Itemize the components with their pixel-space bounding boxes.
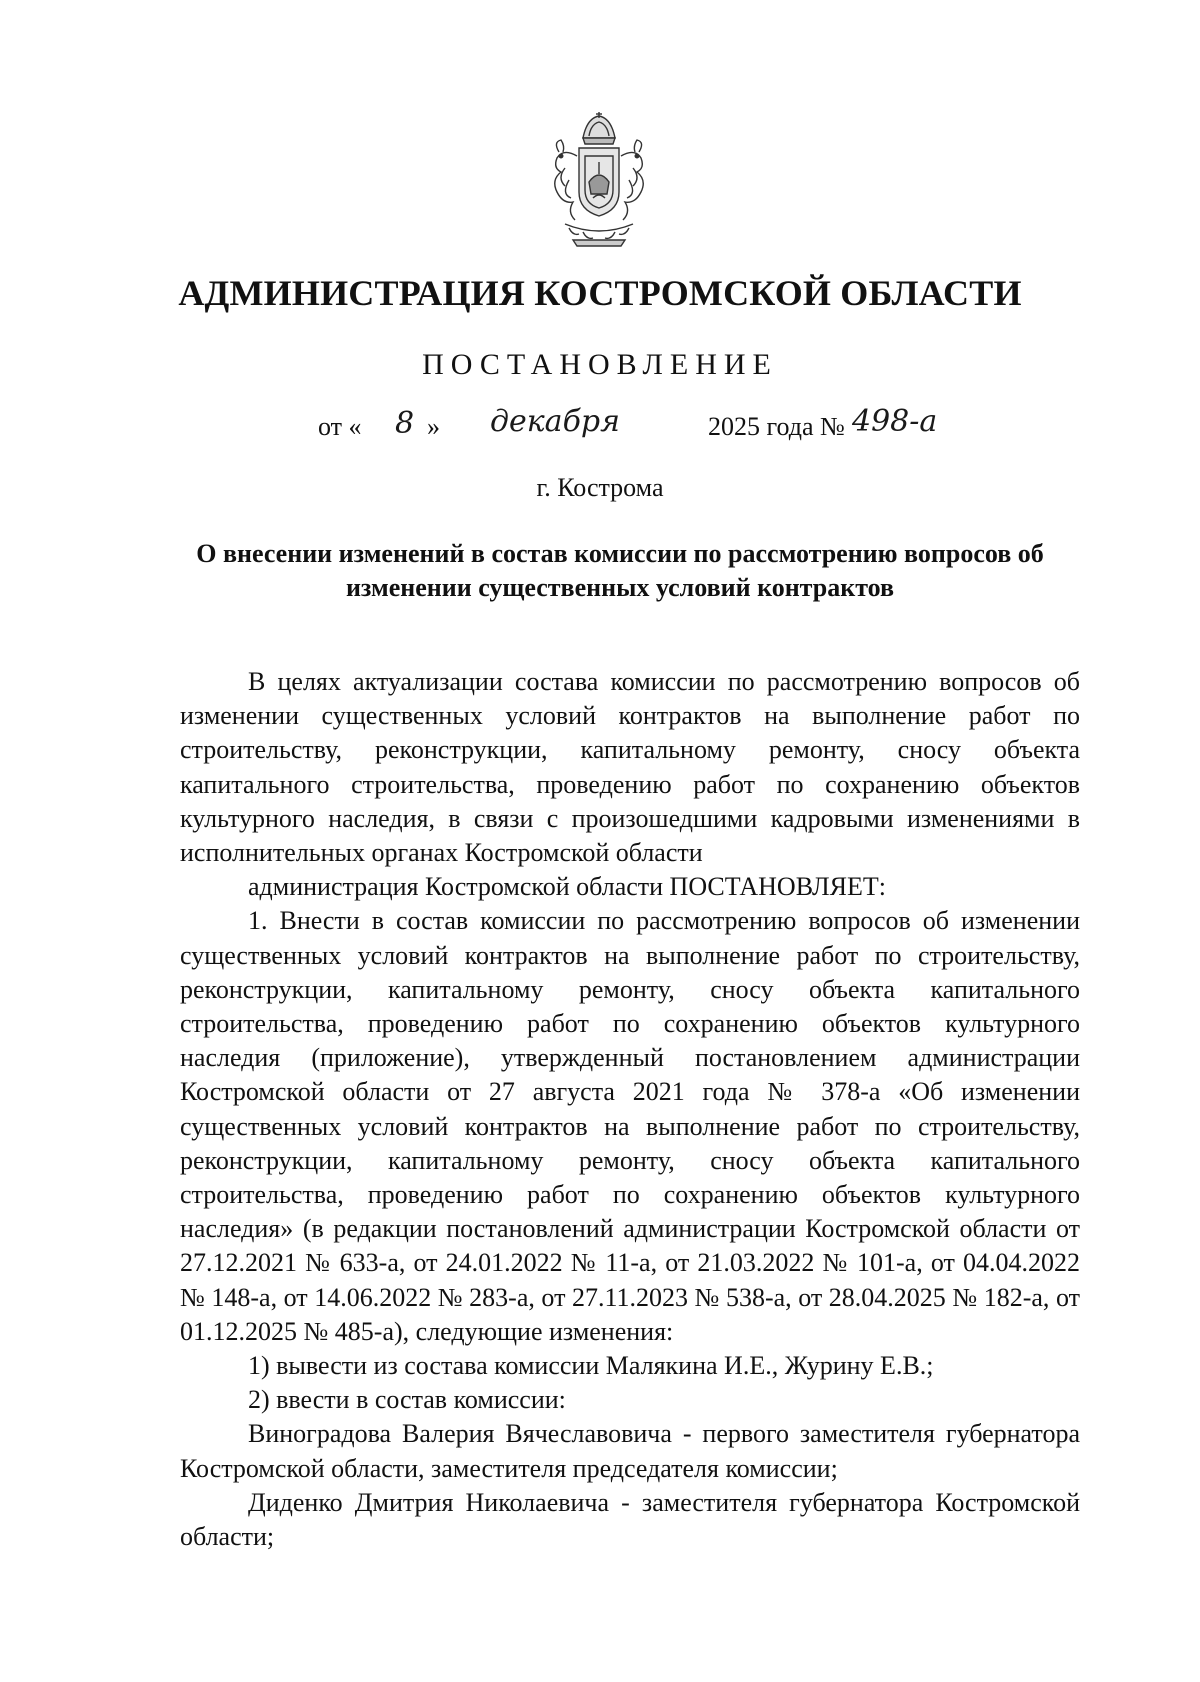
paragraph-item-1: 1. Внести в состав комиссии по рассмотрению вопросов об изменении существенных условий контрактов на выполнение работ по строительству, реконструкции, капитальному ремонту, сносу объекта капитального строительства, проведению работ по сохранению объектов культурного наследия (приложение), утвержденный постановлением администрации Костромской области от 27 августа 2021 года № 378-а «Об изменении существенных условий контрактов на выполнение работ по строительству, реконструкции, капитальному ремонту, сносу объекта капитального строительства, проведению работ по сохранению объектов культурного наследия» (в редакции постановлений администрации Костромской области от 27.12.2021 № 633-а, от 24.01.2022 № 11-а, от 21.03.2022 № 101-а, от 04.04.2022 № 148-а, от 14.06.2022 № 283-а, от 27.11.2023 № 538-а, от 28.04.2025 № 182-а, от 01.12.2025 № 485-а), следующие изменения: xyxy=(180,906,1080,1346)
document-body xyxy=(180,665,1080,1554)
paragraph-member-vinogradov: Виноградова Валерия Вячеславовича - первого заместителя губернатора Костромской области, заместителя председателя комиссии; xyxy=(180,1419,1080,1483)
dateline xyxy=(0,404,1200,456)
agency-title: АДМИНИСТРАЦИЯ КОСТРОМСКОЙ ОБЛАСТИ xyxy=(178,273,1022,313)
paragraph-member-didenko: Диденко Дмитрия Николаевича - заместителя губернатора Костромской области; xyxy=(180,1487,1080,1552)
city: г. Кострома xyxy=(536,473,664,502)
paragraph-subitem-2: 2) ввести в состав комиссии: xyxy=(248,1385,566,1415)
paragraph-resolves: администрация Костромской области ПОСТАНОВЛЯЕТ: xyxy=(248,872,887,902)
coat-of-arms-icon xyxy=(543,112,655,252)
date-quote-close: » xyxy=(427,412,440,441)
date-year-text: 2025 года № xyxy=(708,412,845,441)
paragraph-preamble: В целях актуализации состава комиссии по рассмотрению вопросов об изменении существенных условий контрактов на выполнение работ по строительству, реконструкции, капитальному ремонту, сносу объекта капитального строительства, проведению работ по сохранению объектов культурного наследия, в связи с произошедшими кадровыми изменениями в исполнительных органах Костромской области xyxy=(180,667,1080,868)
document-type: ПОСТАНОВЛЕНИЕ xyxy=(422,348,778,381)
date-day-handwritten: 8 xyxy=(395,406,415,441)
date-month-handwritten: декабря xyxy=(490,404,620,439)
date-prefix: от « xyxy=(318,412,362,441)
document-subject: О внесении изменений в состав комиссии по рассмотрению вопросов об изменении существенных условий контрактов xyxy=(196,539,1044,602)
document-number-handwritten: 498-а xyxy=(852,404,938,439)
paragraph-subitem-1: 1) вывести из состава комиссии Малякина И.Е., Журину Е.В.; xyxy=(248,1351,934,1381)
